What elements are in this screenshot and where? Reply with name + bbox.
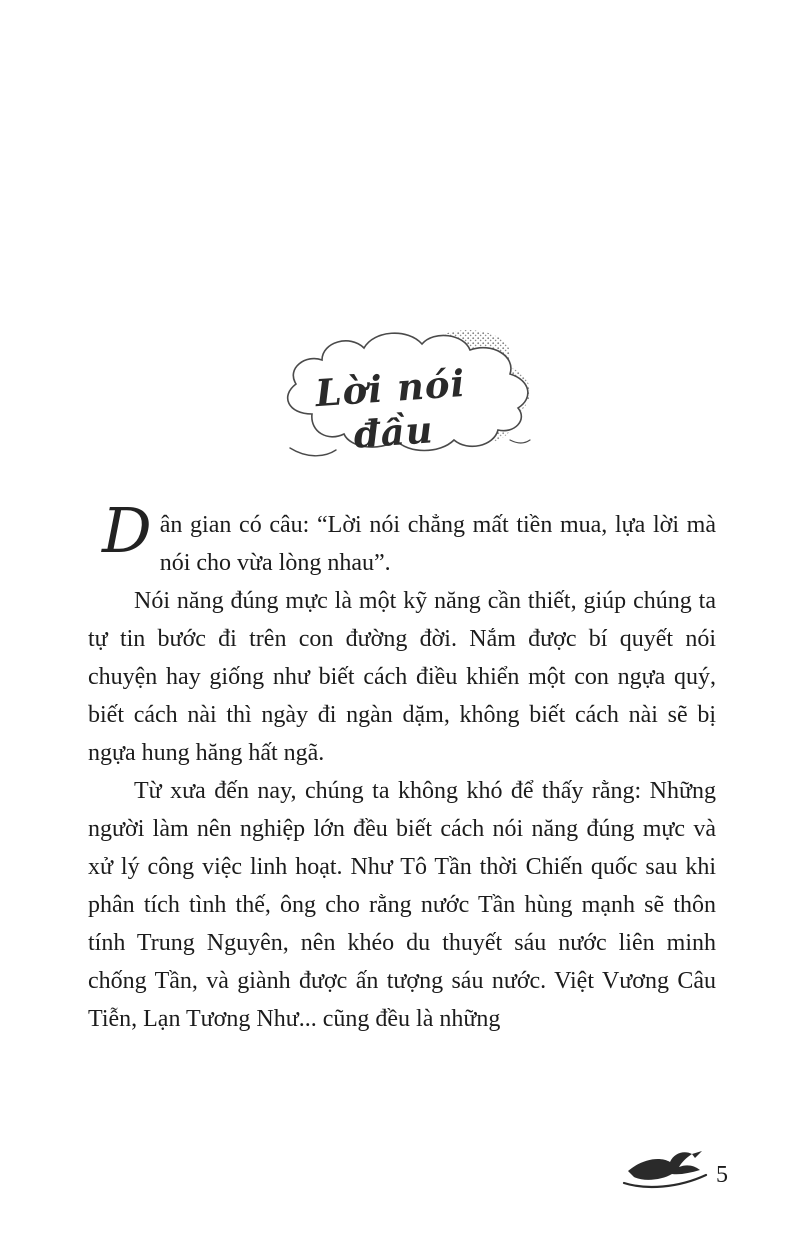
chapter-header bbox=[272, 322, 542, 467]
paragraph-text: ân gian có câu: “Lời nói chẳng mất tiền mua, lựa lời mà nói cho vừa lòng nhau”. bbox=[159, 512, 716, 576]
ink-bird-icon bbox=[622, 1149, 708, 1191]
drop-cap: D bbox=[102, 494, 152, 567]
page-number: 5 bbox=[716, 1162, 728, 1188]
body-text bbox=[88, 494, 716, 1038]
paragraph-opening bbox=[88, 494, 716, 582]
chapter-title: Lời nói đầu bbox=[313, 360, 467, 457]
paragraph: Nói năng đúng mực là một kỹ năng cần thiết, giúp chúng ta tự tin bước đi trên con đường đời. Nắm được bí quyết nói chuyện hay giống như biết cách điều khiển một con ngựa quý, biết cách nài thì ngày đi ngàn dặm, không biết cách nài sẽ bị ngựa hung hăng hất ngã. bbox=[88, 588, 716, 766]
paragraph: Từ xưa đến nay, chúng ta không khó để thấy rằng: Những người làm nên nghiệp lớn đều biết cách nói năng đúng mực và xử lý công việc linh hoạt. Như Tô Tần thời Chiến quốc sau khi phân tích tình thế, ông cho rằng nước Tần hùng mạnh sẽ thôn tính Trung Nguyên, nên khéo du thuyết sáu nước liên minh chống Tần, và giành được ấn tượng sáu nước. Việt Vương Câu Tiễn, Lạn Tương Như... cũng đều là những bbox=[88, 778, 716, 1032]
page-footer bbox=[622, 1149, 728, 1191]
